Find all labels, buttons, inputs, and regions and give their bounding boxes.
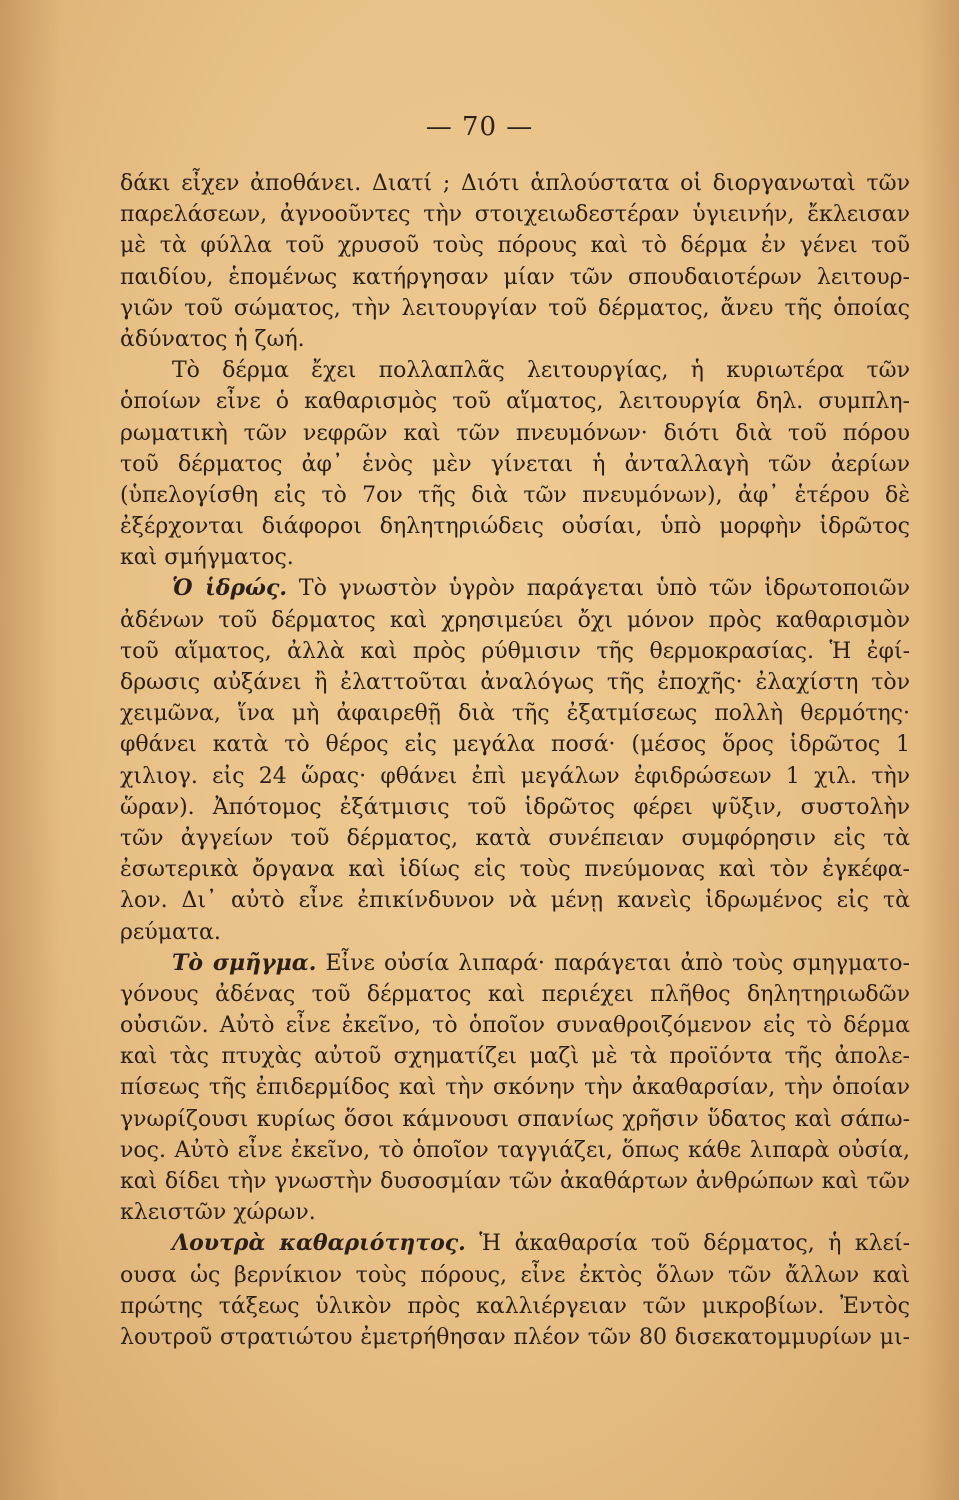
text-line: [120, 1041, 910, 1072]
line-text: Τὸ γνωστὸν ὑγρὸν παράγεται ὑπὸ τῶν ἱδρωτοποιῶν: [298, 576, 910, 602]
page-number: — 70 —: [425, 112, 534, 142]
line-text: Τὸ δέρμα ἔχει πολλαπλᾶς λειτουργίας, ἡ κυριωτέρα τῶν: [172, 358, 910, 384]
line-text: ἐσωτερικὰ ὄργανα καὶ ἰδίως εἰς τοὺς πνεύμονας καὶ τὸν ἐγκέφα-: [120, 857, 910, 883]
text-line: [120, 1291, 910, 1322]
page-edge-shadow-right: [919, 0, 959, 1500]
line-text: ἀδένων τοῦ δέρματος καὶ χρησιμεύει ὄχι μόνον πρὸς καθαρισμὸν: [120, 607, 910, 633]
text-line: [120, 636, 910, 667]
page-edge-shadow-left: [0, 0, 60, 1500]
line-text: τῶν ἀγγείων τοῦ δέρματος, κατὰ συνέπειαν συμφόρησιν εἰς τὰ: [120, 825, 910, 851]
text-line: [120, 1135, 910, 1166]
line-text: παρελάσεων, ἀγνοοῦντες τὴν στοιχειωδεστέραν ὑγιεινήν, ἔκλεισαν: [120, 202, 910, 228]
text-line: [120, 698, 910, 729]
text-line: [120, 1197, 910, 1228]
line-text: (ὑπελογίσθη εἰς τὸ 7ον τῆς διὰ τῶν πνευμόνων), ἀφ᾽ ἑτέρου δὲ: [120, 482, 910, 508]
text-line: [120, 293, 910, 324]
line-text: καὶ δίδει τὴν γνωστὴν δυσοσμίαν τῶν ἀκαθάρτων ἀνθρώπων καὶ τῶν: [120, 1169, 910, 1194]
text-line: [120, 324, 910, 355]
text-line: [120, 573, 910, 604]
line-text: πρώτης τάξεως ὑλικὸν πρὸς καλλιέργειαν τῶν μικροβίων. Ἐντὸς: [120, 1293, 910, 1319]
text-line: [120, 262, 910, 293]
line-text: παιδίου, ἑπομένως κατήργησαν μίαν τῶν σπουδαιοτέρων λειτουρ-: [120, 264, 910, 290]
line-text: ἐξέρχονται διάφοροι δηλητηριώδεις οὐσίαι, ὑπὸ μορφὴν ἱδρῶτος: [120, 514, 910, 540]
text-line: [120, 1260, 910, 1291]
line-text: ὁποίων εἶνε ὁ καθαρισμὸς τοῦ αἵματος, λειτουργία δηλ. συμπλη-: [120, 389, 910, 415]
text-line: [120, 168, 910, 199]
text-line: [120, 885, 910, 916]
text-line: [120, 979, 910, 1010]
line-text: Ἡ ἀκαθαρσία τοῦ δέρματος, ἡ κλεί-: [479, 1231, 910, 1257]
text-line: [120, 823, 910, 854]
section-heading: Ὁ ἱδρώς.: [172, 575, 288, 602]
text-line: [120, 605, 910, 636]
line-text: καὶ τὰς πτυχὰς αὐτοῦ σχηματίζει μαζὶ μὲ τὰ προϊόντα τῆς ἀπολε-: [120, 1044, 910, 1070]
text-line: [120, 667, 910, 698]
line-text: ἀδύνατος ἡ ζωή.: [120, 326, 305, 352]
text-line: [120, 230, 910, 261]
line-text: λουτροῦ στρατιώτου ἐμετρήθησαν πλέον τῶν 80 δισεκατομμυρίων μι-: [120, 1324, 910, 1350]
text-line: [120, 542, 910, 573]
line-text: χειμῶνα, ἵνα μὴ ἀφαιρεθῇ διὰ τῆς ἐξατμίσεως πολλὴ θερμότης·: [120, 701, 910, 727]
line-text: γόνους ἀδένας τοῦ δέρματος καὶ περιέχει πλῆθος δηλητηριωδῶν: [120, 981, 910, 1007]
line-text: χιλιογ. εἰς 24 ὥρας· φθάνει ἐπὶ μεγάλων ἐφιδρώσεων 1 χιλ. τὴν: [120, 763, 910, 789]
line-text: καὶ σμήγματος.: [120, 545, 294, 571]
text-line: [120, 1166, 910, 1197]
line-text: γνωρίζουσι κυρίως ὅσοι κάμνουσι σπανίως χρῆσιν ὕδατος καὶ σάπω-: [120, 1106, 910, 1132]
line-text: τοῦ αἵματος, ἀλλὰ καὶ πρὸς ρύθμισιν τῆς θερμοκρασίας. Ἡ ἐφί-: [120, 638, 910, 664]
text-line: [120, 761, 910, 792]
text-line: [120, 1072, 910, 1103]
body-text: [120, 168, 910, 1353]
section-heading: Τὸ σμῆγμα.: [172, 949, 317, 976]
line-text: ρωματικὴ τῶν νεφρῶν καὶ τῶν πνευμόνων· διότι διὰ τοῦ πόρου: [120, 420, 910, 446]
text-line: [120, 418, 910, 449]
text-line: [120, 854, 910, 885]
section-heading: Λουτρὰ καθαριότητος.: [172, 1230, 466, 1257]
line-text: δάκι εἶχεν ἀποθάνει. Διατί ; Διότι ἁπλούστατα οἱ διοργανωταὶ τῶν: [120, 171, 910, 196]
text-line: [120, 948, 910, 979]
line-text: γιῶν τοῦ σώματος, τὴν λειτουργίαν τοῦ δέρματος, ἄνευ τῆς ὁποίας: [120, 295, 910, 321]
line-text: ουσα ὡς βερνίκιον τοὺς πόρους, εἶνε ἐκτὸς ὅλων τῶν ἄλλων καὶ: [120, 1262, 910, 1288]
line-text: φθάνει κατὰ τὸ θέρος εἰς μεγάλα ποσά· (μέσος ὅρος ἱδρῶτος 1: [120, 732, 910, 758]
text-line: [120, 1322, 910, 1353]
text-line: [120, 792, 910, 823]
text-line: [120, 511, 910, 542]
text-line: [120, 480, 910, 511]
line-text: πίσεως τῆς ἐπιδερμίδος καὶ τὴν σκόνην τὴν ἀκαθαρσίαν, τὴν ὁποίαν: [120, 1075, 910, 1101]
line-text: νος. Αὐτὸ εἶνε ἐκεῖνο, τὸ ὁποῖον ταγγιάζει, ὅπως κάθε λιπαρὰ οὐσία,: [120, 1137, 910, 1163]
line-text: ρεύματα.: [120, 919, 221, 945]
text-line: [120, 1228, 910, 1259]
text-line: [120, 199, 910, 230]
line-text: μὲ τὰ φύλλα τοῦ χρυσοῦ τοὺς πόρους καὶ τὸ δέρμα ἐν γένει τοῦ: [120, 233, 910, 259]
text-line: [120, 729, 910, 760]
text-line: [120, 355, 910, 386]
line-text: κλειστῶν χώρων.: [120, 1200, 316, 1226]
line-text: Εἶνε οὐσία λιπαρά· παράγεται ἀπὸ τοὺς σμηγματο-: [325, 950, 910, 976]
text-line: [120, 386, 910, 417]
line-text: τοῦ δέρματος ἀφ᾽ ἑνὸς μὲν γίνεται ἡ ἀνταλλαγὴ τῶν ἀερίων: [120, 451, 910, 477]
text-line: [120, 917, 910, 948]
line-text: οὐσιῶν. Αὐτὸ εἶνε ἐκεῖνο, τὸ ὁποῖον συναθροιζόμενον εἰς τὸ δέρμα: [120, 1013, 910, 1039]
line-text: ὥραν). Ἀπότομος ἐξάτμισις τοῦ ἱδρῶτος φέρει ψῦξιν, συστολὴν: [120, 794, 910, 820]
line-text: λον. Δι᾽ αὐτὸ εἶνε ἐπικίνδυνον νὰ μένῃ κανεὶς ἱδρωμένος εἰς τὰ: [120, 888, 910, 914]
text-line: [120, 1010, 910, 1041]
line-text: δρωσις αὐξάνει ἢ ἐλαττοῦται ἀναλόγως τῆς ἐποχῆς· ἐλαχίστη τὸν: [120, 670, 910, 695]
text-line: [120, 449, 910, 480]
text-line: [120, 1104, 910, 1135]
